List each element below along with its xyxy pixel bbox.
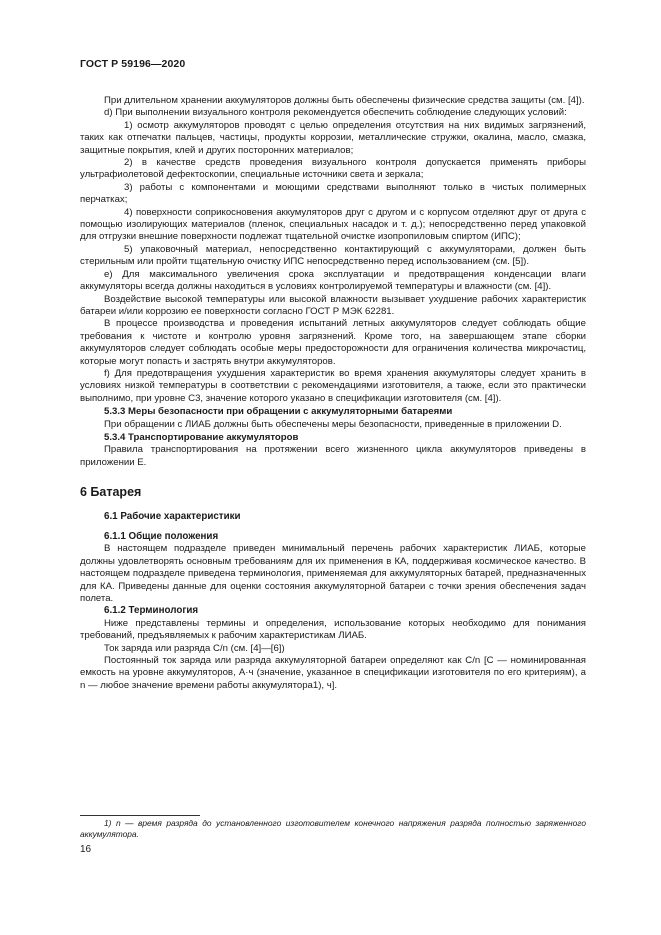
- paragraph: е) Для максимального увеличения срока эксплуатации и предотвращения конденсации влаги аккумуляторы всегда должны находиться в условиях контролируемой температуры и влажности (см. [4]).: [80, 268, 586, 293]
- footnote: 1) n — время разряда до установленного изготовителем конечного напряжения разряда полностью заряженного аккумулятора.: [80, 818, 586, 839]
- page-number: 16: [80, 844, 92, 855]
- paragraph: Постоянный ток заряда или разряда аккумуляторной батареи определяют как C/n [C — номинированная емкость на уровне аккумуляторов, А·ч (значение, указанное в спецификации изготовителя по его критериям), а n — любое значение времени работы аккумулятора1), ч].: [80, 655, 586, 691]
- paragraph: При обращении с ЛИАБ должны быть обеспечены меры безопасности, приведенные в приложении D.: [104, 418, 562, 430]
- list-item: 5) упаковочный материал, непосредственно контактирующий с аккумуляторами, должен быть стерильным или пройти тщательную очистку ИПС непосредственно перед использованием (см. [5]).: [80, 243, 586, 268]
- paragraph: d) При выполнении визуального контроля рекомендуется обеспечить соблюдение следующих условий:: [104, 107, 567, 119]
- subsection-heading: 6.1.1 Общие положения: [104, 531, 219, 542]
- subsection-heading: 6.1 Рабочие характеристики: [104, 510, 241, 522]
- list-item: 4) поверхности соприкосновения аккумуляторов друг с другом и с корпусом отделяют друг от друга с помощью изолирующих материалов (пленок, специальных насадок и т. д.); непосредственно перед упаковкой для отгрузки внешние поверхности подлежат тщательной очистке изопропиловым спиртом (ИПС);: [80, 206, 586, 243]
- subsection-heading: 5.3.4 Транспортирование аккумуляторов: [104, 431, 299, 443]
- document-header: ГОСТ Р 59196—2020: [80, 58, 186, 70]
- paragraph: В настоящем подразделе приведен минимальный перечень рабочих характеристик ЛИАБ, которые должны удовлетворять основным требованиям для их применения в КА, поддерживая космическое качество. В настоящем подразделе приведена терминология, применяемая для аккумуляторных батарей, предназначенных для КА. Приведены данные для оценки состояния аккумуляторной батареи с точки зрения обеспечения задач полета.: [80, 543, 586, 605]
- subsection-heading: 6.1.2 Терминология: [104, 605, 199, 617]
- paragraph: В процессе производства и проведения испытаний летных аккумуляторов следует соблюдать общие требования к чистоте и контролю уровня загрязнений. Кроме того, на завершающем этапе сборки аккумуляторов следует соблюдать особые меры предосторожности для ограничения количества микрочастиц, которые могут попасть и застрять внутри аккумуляторов.: [80, 318, 586, 367]
- paragraph: Ниже представлены термины и определения, использование которых необходимо для понимания требований, предъявляемых к рабочим характеристикам ЛИАБ.: [80, 617, 586, 642]
- document-body: [80, 95, 586, 692]
- section-heading: 6 Батарея: [80, 485, 142, 500]
- term-heading: Ток заряда или разряда C/n (см. [4]—[6]): [104, 642, 285, 654]
- paragraph: При длительном хранении аккумуляторов должны быть обеспечены физические средства защиты (см. [4]).: [104, 95, 585, 106]
- paragraph: Воздействие высокой температуры или высокой влажности вызывает ухудшение рабочих характеристик батареи и/или коррозию ее поверхности согласно ГОСТ Р МЭК 62281.: [80, 293, 586, 317]
- paragraph: Правила транспортирования на протяжении всего жизненного цикла аккумуляторов приведены в приложении Е.: [80, 444, 586, 468]
- list-item: 3) работы с компонентами и моющими средствами выполняют только в чистых полимерных перчатках;: [80, 181, 586, 206]
- footnote-divider: [80, 815, 200, 816]
- list-item: 1) осмотр аккумуляторов проводят с целью определения отсутствия на них видимых загрязнений, таких как отпечатки пальцев, частицы, продукты коррозии, металлические стружки, окалина, масло, смазка, защитные покрытия, клей и других посторонних материалов;: [80, 119, 586, 156]
- subsection-heading: 5.3.3 Меры безопасности при обращении с аккумуляторными батареями: [104, 406, 453, 418]
- paragraph: f) Для предотвращения ухудшения характеристик во время хранения аккумуляторы следует хранить в условиях низкой температуры в соответствии с рекомендациями изготовителя, а также, если это практически выполнимо, при уровне С3, значение которого указано в спецификации изготовителя (см. [4]).: [80, 367, 586, 404]
- list-item: 2) в качестве средств проведения визуального контроля допускается применять приборы ультрафиолетовой дефектоскопии, специальные источники света и зеркала;: [80, 157, 586, 181]
